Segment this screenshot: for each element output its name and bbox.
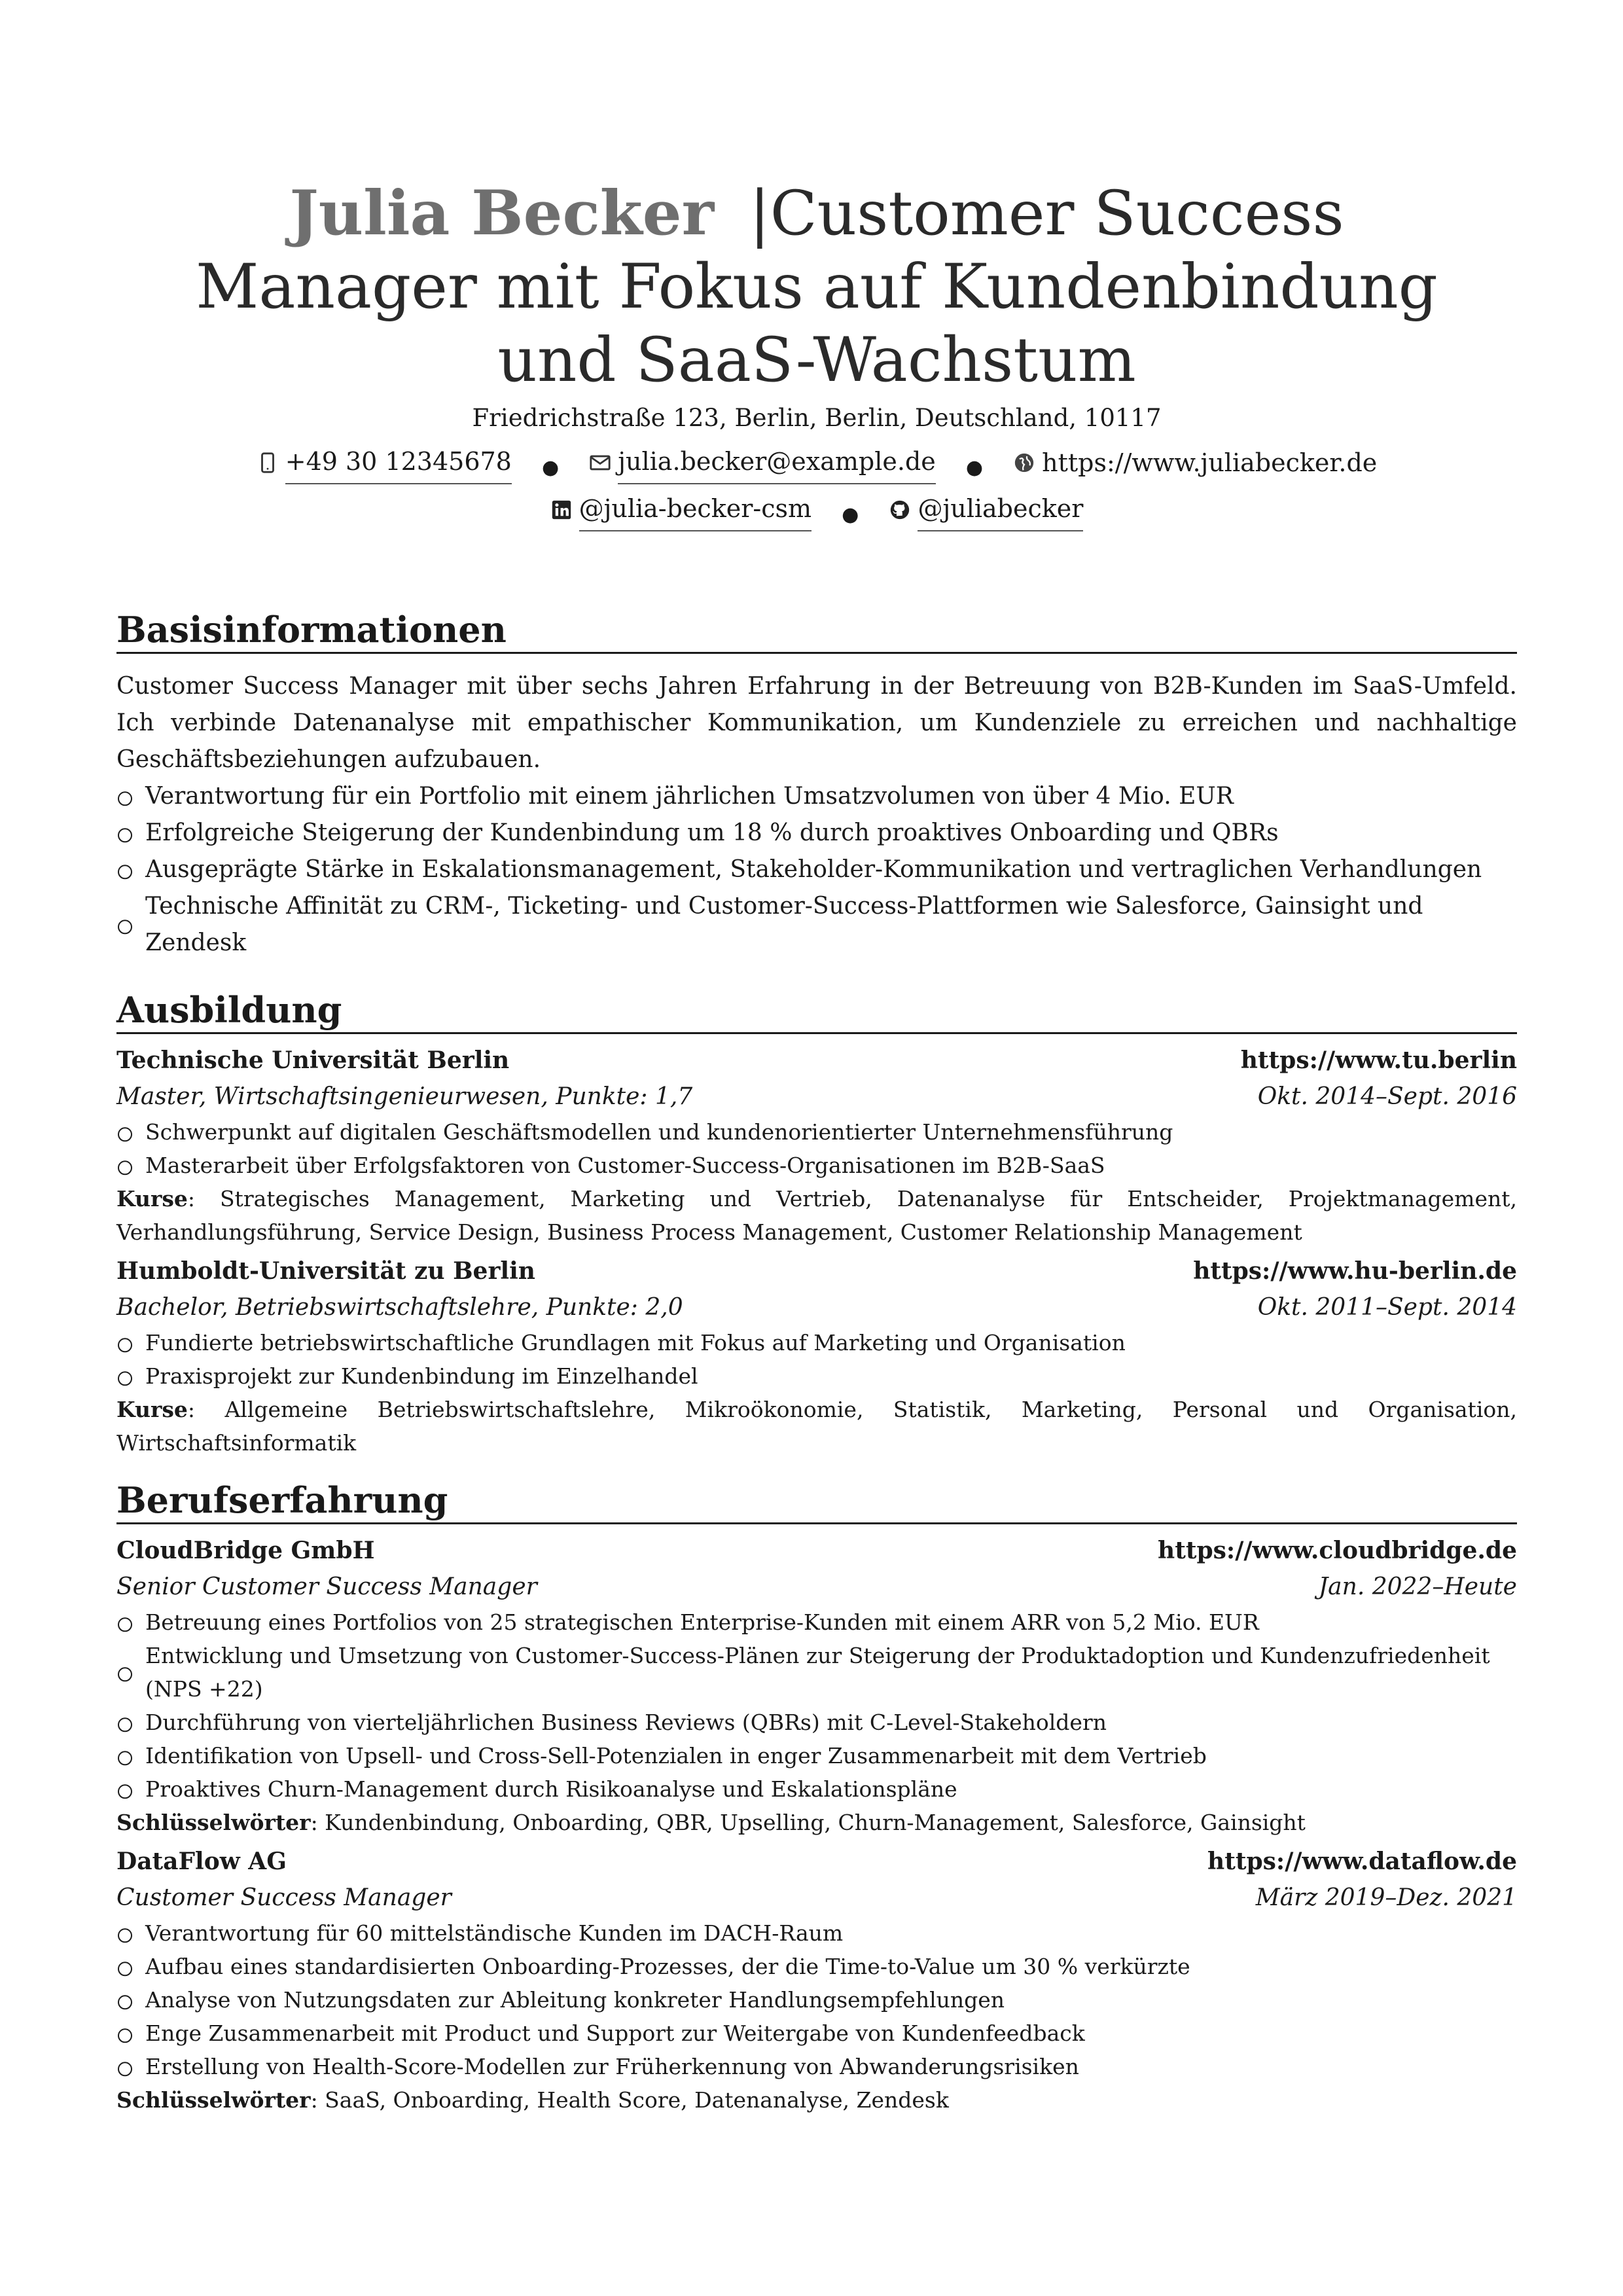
- separator-dot: ●: [541, 456, 560, 479]
- education-points: [116, 1326, 1517, 1393]
- courses-label: Kurse: [116, 1397, 188, 1422]
- person-name: Julia Becker: [289, 177, 715, 249]
- list-item: Proaktives Churn-Management durch Risikoanalyse und Eskalationspläne: [116, 1772, 1517, 1806]
- list-item: Erfolgreiche Steigerung der Kundenbindung um 18 % durch proaktives Onboarding und QBRs: [116, 815, 1517, 852]
- keywords-list: : SaaS, Onboarding, Health Score, Datenanalyse, Zendesk: [310, 2087, 949, 2113]
- email-contact[interactable]: [589, 441, 936, 484]
- courses: [116, 1182, 1517, 1249]
- institution-url[interactable]: https://www.tu.berlin: [1240, 1047, 1517, 1074]
- education-entry: [116, 1042, 1517, 1249]
- job-title: Senior Customer Success Manager: [116, 1573, 537, 1600]
- keywords-label: Schlüsselwörter: [116, 2087, 311, 2113]
- list-item: Erstellung von Health-Score-Modellen zur Früherkennung von Abwanderungsrisiken: [116, 2050, 1517, 2083]
- date-range: März 2019–Dez. 2021: [1255, 1884, 1517, 1911]
- list-item: Schwerpunkt auf digitalen Geschäftsmodellen und kundenorientierter Unternehmensführung: [116, 1115, 1517, 1149]
- list-item: Masterarbeit über Erfolgsfaktoren von Customer-Success-Organisationen im B2B-SaaS: [116, 1149, 1517, 1182]
- list-item: Enge Zusammenarbeit mit Product und Support zur Weitergabe von Kundenfeedback: [116, 2017, 1517, 2050]
- education-entry: [116, 1253, 1517, 1460]
- separator-dot: ●: [842, 503, 859, 526]
- section-title: Ausbildung: [116, 989, 1517, 1034]
- degree: Bachelor, Betriebswirtschaftslehre, Punkte: 2,0: [116, 1294, 683, 1321]
- date-range: Jan. 2022–Heute: [1318, 1573, 1517, 1600]
- keywords: [116, 2083, 1517, 2117]
- resume-page: [116, 177, 1517, 2117]
- date-range: Okt. 2011–Sept. 2014: [1257, 1294, 1517, 1321]
- section-title: Basisinformationen: [116, 609, 1517, 654]
- github-icon: [889, 499, 911, 521]
- list-item: Betreuung eines Portfolios von 25 strategischen Enterprise-Kunden mit einem ARR von 5,2 Mio. EUR: [116, 1605, 1517, 1639]
- institution-name: Humboldt-Universität zu Berlin: [116, 1257, 535, 1285]
- list-item: Entwicklung und Umsetzung von Customer-Success-Plänen zur Steigerung der Produktadoption und Kundenzufriedenheit (NPS +22): [116, 1639, 1517, 1706]
- section-title: Berufserfahrung: [116, 1479, 1517, 1524]
- company-name: CloudBridge GmbH: [116, 1537, 375, 1564]
- courses-list: : Allgemeine Betriebswirtschaftslehre, Mikroökonomie, Statistik, Marketing, Personal und Organisation, Wirtschaftsinformatik: [116, 1397, 1517, 1456]
- list-item: Identifikation von Upsell- und Cross-Sell-Potenzialen in enger Zusammenarbeit mit dem Vertrieb: [116, 1739, 1517, 1772]
- linkedin-contact[interactable]: [550, 488, 812, 531]
- job-title: Customer Success Manager: [116, 1884, 452, 1911]
- globe-icon: [1013, 452, 1035, 474]
- list-item: Analyse von Nutzungsdaten zur Ableitung konkreter Handlungsempfehlungen: [116, 1983, 1517, 2017]
- contact-line-1: [116, 441, 1517, 488]
- list-item: Aufbau eines standardisierten Onboarding-Prozesses, der die Time-to-Value um 30 % verkürzte: [116, 1950, 1517, 1983]
- courses-label: Kurse: [116, 1186, 188, 1211]
- list-item: Praxisprojekt zur Kundenbindung im Einzelhandel: [116, 1359, 1517, 1393]
- separator-dot: ●: [965, 456, 984, 479]
- list-item: Fundierte betriebswirtschaftliche Grundlagen mit Fokus auf Marketing und Organisation: [116, 1326, 1517, 1359]
- address: Friedrichstraße 123, Berlin, Berlin, Deutschland, 10117: [472, 404, 1162, 432]
- headline: Customer Success Manager mit Fokus auf Kundenbindung und SaaS-Wachstum: [196, 178, 1438, 396]
- page-title: [195, 177, 1438, 397]
- experience-entry: [116, 1843, 1517, 2117]
- company-url[interactable]: https://www.dataflow.de: [1207, 1848, 1517, 1875]
- section-basis: [116, 609, 1517, 961]
- education-points: [116, 1115, 1517, 1182]
- phone-icon: [257, 452, 279, 474]
- company-name: DataFlow AG: [116, 1848, 287, 1875]
- section-experience: [116, 1479, 1517, 2117]
- github-link[interactable]: @juliabecker: [918, 488, 1083, 531]
- contact-line-2: [116, 488, 1517, 535]
- title-separator: |: [749, 178, 770, 249]
- list-item: Ausgeprägte Stärke in Eskalationsmanagement, Stakeholder-Kommunikation und vertraglichen Verhandlungen: [116, 852, 1517, 888]
- resume-header: [116, 177, 1517, 535]
- list-item: Verantwortung für 60 mittelständische Kunden im DACH-Raum: [116, 1916, 1517, 1950]
- institution-url[interactable]: https://www.hu-berlin.de: [1193, 1257, 1517, 1285]
- degree: Master, Wirtschaftsingenieurwesen, Punkte: 1,7: [116, 1083, 693, 1110]
- keywords: [116, 1806, 1517, 1839]
- list-item: Technische Affinität zu CRM-, Ticketing- und Customer-Success-Plattformen wie Salesforce, Gainsight und Zendesk: [116, 888, 1517, 961]
- phone-contact[interactable]: [257, 441, 512, 484]
- section-education: [116, 989, 1517, 1460]
- linkedin-icon: [550, 499, 573, 521]
- github-contact[interactable]: [889, 488, 1083, 531]
- email-link[interactable]: julia.becker@example.de: [618, 441, 936, 484]
- summary-text: Customer Success Manager mit über sechs Jahren Erfahrung in der Betreuung von B2B-Kunden im SaaS-Umfeld. Ich verbinde Datenanalyse mit empathischer Kommunikation, um Kundenziele zu erreichen und nachhaltige Geschäftsbeziehungen aufzubauen.: [116, 673, 1517, 773]
- experience-points: [116, 1605, 1517, 1806]
- website-contact[interactable]: [1013, 442, 1377, 483]
- keywords-list: : Kundenbindung, Onboarding, QBR, Upselling, Churn-Management, Salesforce, Gainsight: [310, 1810, 1306, 1835]
- phone-link[interactable]: +49 30 12345678: [285, 441, 512, 484]
- list-item: Durchführung von vierteljährlichen Business Reviews (QBRs) mit C-Level-Stakeholdern: [116, 1706, 1517, 1739]
- mail-icon: [589, 452, 611, 474]
- linkedin-link[interactable]: @julia-becker-csm: [579, 488, 812, 531]
- website-link[interactable]: https://www.juliabecker.de: [1042, 448, 1378, 477]
- courses-list: : Strategisches Management, Marketing und Vertrieb, Datenanalyse für Entscheider, Projektmanagement, Verhandlungsführung, Service Design, Business Process Management, Customer Relationship Management: [116, 1186, 1517, 1245]
- summary-points: [116, 778, 1517, 961]
- institution-name: Technische Universität Berlin: [116, 1047, 510, 1074]
- date-range: Okt. 2014–Sept. 2016: [1257, 1083, 1517, 1110]
- list-item: Verantwortung für ein Portfolio mit einem jährlichen Umsatzvolumen von über 4 Mio. EUR: [116, 778, 1517, 815]
- experience-entry: [116, 1532, 1517, 1839]
- keywords-label: Schlüsselwörter: [116, 1810, 311, 1835]
- experience-points: [116, 1916, 1517, 2083]
- courses: [116, 1393, 1517, 1460]
- company-url[interactable]: https://www.cloudbridge.de: [1158, 1537, 1517, 1564]
